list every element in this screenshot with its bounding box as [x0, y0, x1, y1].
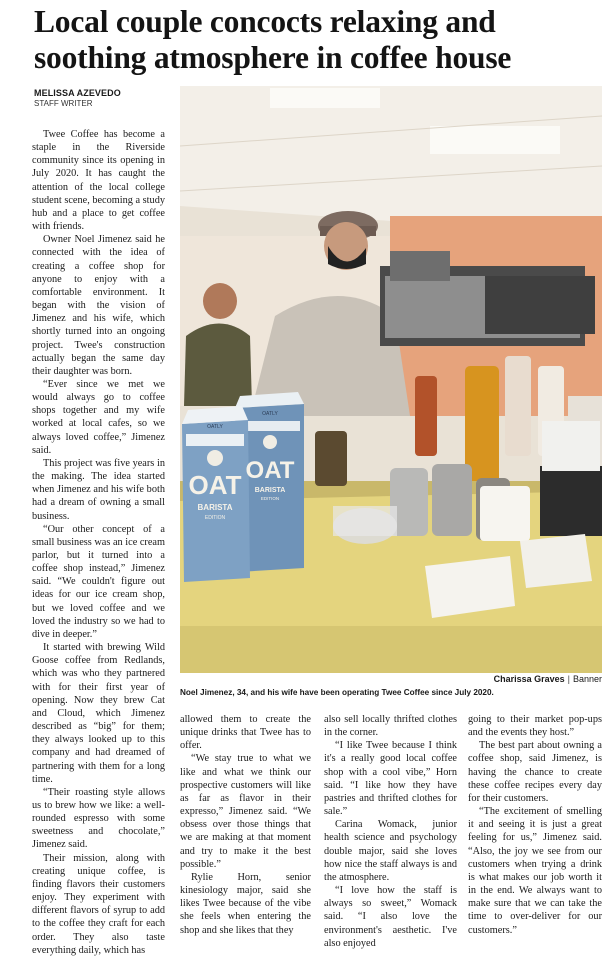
carton-front-edition: EDITION [204, 515, 226, 521]
photo-caption: Noel Jimenez, 34, and his wife have been operating Twee Coffee since July 2020. [180, 688, 494, 697]
paragraph: This project was five years in the making. The idea started when Jimenez and his wife both had a dream of owning a small business. [32, 457, 165, 522]
article-column-3 [324, 713, 457, 950]
paragraph: “The excitement of smelling it and seeing it is just a great feeling for us,” Jimenez said. “Also, the joy we see from our customers when trying a drink is what makes our job worth it in the end. We always want to make sure that we can take the time to over-deliver for our customers.” [468, 806, 602, 936]
paragraph: allowed them to create the unique drinks that Twee has to offer. [180, 714, 311, 752]
paragraph: It started with brewing Wild Goose coffee from Redlands, which was who they partnered with for their first year of opening. Now they brew Cat and Cloud, which Jimenez described as “big” for them; they always looked up to this company and had dreamed of partnering with them for a long time. [32, 642, 165, 785]
photo-credit-org: Banner [572, 674, 602, 684]
paragraph: also sell locally thrifted clothes in the corner. [324, 714, 457, 739]
carton-back-barista: BARISTA [254, 487, 286, 494]
cafe-photo [180, 86, 602, 673]
carton-back-brand: OATLY [262, 411, 278, 417]
photo-credit-separator: | [567, 674, 570, 684]
paragraph: “I like Twee because I think it's a really good local coffee shop with a cool vibe,” Horn said. “I like how they have pastries and thrifted clothes for sale.” [324, 740, 457, 818]
paragraph: “Our other concept of a small business was an ice cream parlor, but it turned into a coffee shop instead,” Jimenez said. “We couldn't figure out ideas for our ice cream shop, but we loved coffee and we loved the industry so we had to dive in deeper.” [32, 523, 165, 640]
paragraph: Carina Womack, junior health science and psychology double major, said she loves how nice the staff always is and the atmosphere. [324, 819, 457, 883]
carton-front-brand: OATLY [207, 424, 223, 430]
byline [34, 88, 174, 108]
carton-back-oat: OAT [245, 457, 295, 484]
paragraph: “We stay true to what we like and what we think our prospective customers will like as far as flavor in their expresso,” Jimenez said. “We obsess over those things that we are making at that moment and try to make it the best possible.” [180, 753, 311, 870]
paragraph: Twee Coffee has become a staple in the Riverside community since its opening in July 2020. It has caught the attention of the local college student scene, becoming a study hub and a place to get coffee with friends. [32, 129, 165, 233]
paragraph: Their mission, along with creating unique coffee, is finding flavors their customers enjoy. They experiment with different flavors of syrup to add to the coffee they craft for each order. They also taste everything daily, which has [32, 852, 165, 956]
photo-credit [180, 674, 602, 684]
carton-front-oat: OAT [188, 470, 242, 500]
paragraph: “Their roasting style allows us to brew how we like: a well-rounded espresso with some sweetness and chocolate,” Jimenez said. [32, 786, 165, 851]
paragraph: Rylie Horn, senior kinesiology major, said she likes Twee because of the vibe she feels when entering the shop and she likes that they [180, 871, 311, 936]
article-column-1 [32, 128, 165, 957]
paragraph: The best part about owning a coffee shop, said Jimenez, is having the chance to create these coffee recipes every day for their customers. [468, 740, 602, 804]
paragraph: “I love how the staff is always so sweet,” Womack said. “I also love the environment's aesthetic. I've also enjoyed [324, 885, 457, 949]
paragraph: “Ever since we met we would always go to coffee shops together and my wife worked at local cafes, so we always loved coffee,” Jimenez said. [32, 378, 165, 456]
photo-credit-name: Charissa Graves [493, 674, 565, 684]
author-role: STAFF WRITER [34, 99, 93, 108]
paragraph: Owner Noel Jimenez said he connected with the idea of creating a coffee shop for anyone to enjoy with a comfortable environment. It began with the vision of Jimenez and his wife, which shortly turned into an ongoing project. Twee's construction actually began the same day their daughter was born. [32, 234, 165, 377]
carton-back-edition: EDITION [260, 496, 280, 501]
carton-front-barista: BARISTA [197, 503, 233, 512]
article-column-4 [468, 713, 602, 937]
author-name: MELISSA AZEVEDO [34, 88, 121, 98]
paragraph: going to their market pop-ups and the events they host.” [468, 714, 602, 739]
headline: Local couple concocts relaxing and soothing atmosphere in coffee house [34, 4, 512, 75]
article-column-2 [180, 713, 311, 937]
cafe-photo-illustration [180, 86, 602, 673]
